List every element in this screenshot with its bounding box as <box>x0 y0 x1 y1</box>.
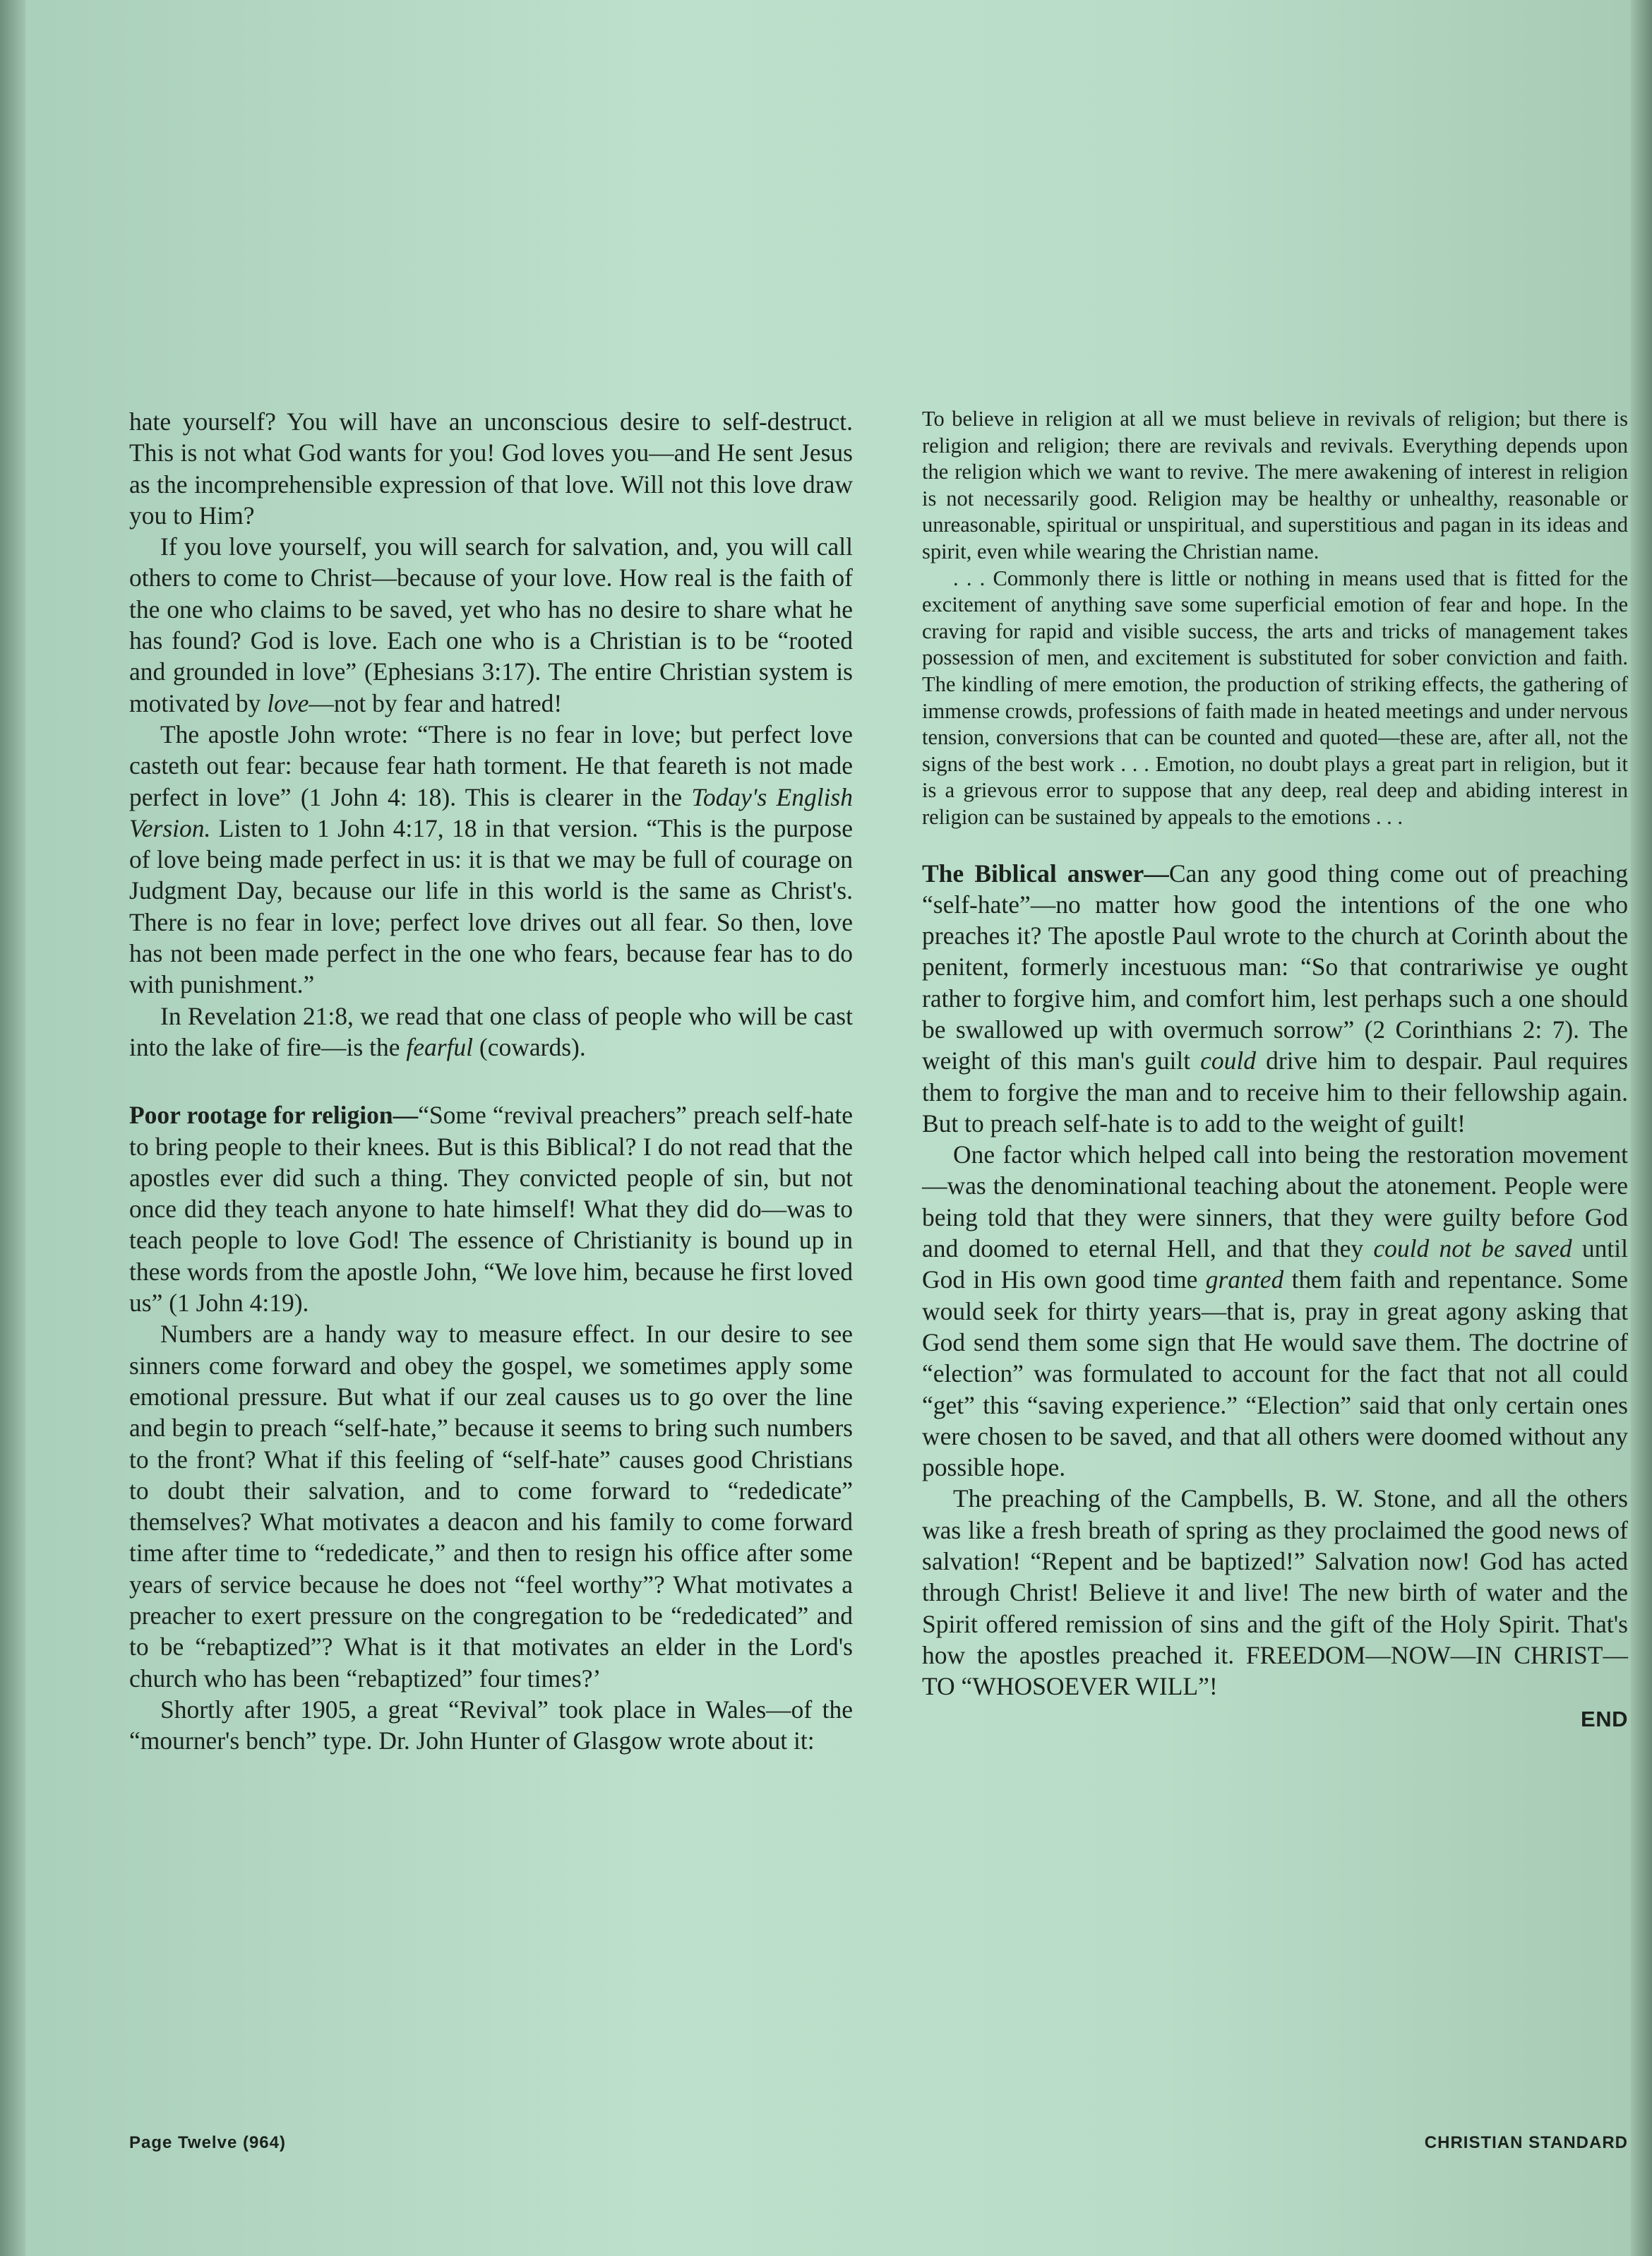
paragraph: The Biblical answer—Can any good thing come out of preaching “self-hate”—no matter how good the intentions of the one who preaches it? The apostle Paul wrote to the church at Corinth about the penitent, formerly incestuous man: “So that contrariwise ye ought rather to forgive him, and comfort him, lest perhaps such a one should be swallowed up with overmuch sorrow” (2 Corinthians 2: 7). The weight of this man's guilt could drive him to despair. Paul requires them to forgive the man and to receive him to their fellowship again. But to preach self-hate is to add to the weight of guilt! <box>922 859 1628 1138</box>
page-edge-shadow <box>1631 0 1652 2256</box>
paragraph: hate yourself? You will have an unconscious desire to self-destruct. This is not what God wants for you! God loves you—and He sent Jesus as the incomprehensible expression of that love. Will not this love draw you to Him? <box>129 407 853 530</box>
section-gap <box>922 831 1628 858</box>
paragraph: One factor which helped call into being the restoration movement—was the denominational teaching about the atonement. People were being told that they were sinners, that they were guilty before God and doomed to eternal Hell, and that they could not be saved until God in His own good time granted them faith and repentance. Some would seek for thirty years—that is, pray in great agony asking that God send them some sign that He would save them. The doctrine of “election” was formulated to account for the fact that not all could “get” this “saving experience.” “Election” said that only certain ones were chosen to be saved, and that all others were doomed without any possible hope. <box>922 1140 1628 1482</box>
section-heading: Poor rootage for religion— <box>129 1101 419 1130</box>
paragraph: The apostle John wrote: “There is no fear in love; but perfect love casteth out fear: because fear hath torment. He that feareth is not made perfect in love” (1 John 4: 18). This is clearer in the Today's English Version. Listen to 1 John 4:17, 18 in that version. “This is the purpose of love being made perfect in us: it is that we may be full of courage on Judgment Day, because our life in this world is the same as Christ's. There is no fear in love; perfect love drives out all fear. So then, love has not been made perfect in the one who fears, because fear has to do with punishment.” <box>129 720 854 999</box>
end-mark: END <box>1581 1706 1628 1731</box>
binding-shadow <box>0 0 25 2256</box>
section-gap <box>129 1063 853 1099</box>
section-heading: The Biblical answer— <box>922 859 1169 888</box>
paragraph: If you love yourself, you will search for salvation, and, you will call others to come to Christ—because of your love. How real is the faith of the one who claims to be saved, yet who has no desire to share what he has found? God is love. Each one who is a Christian is to be “rooted and grounded in love” (Ephesians 3:17). The entire Christian system is motivated by love—not by fear and hatred! <box>129 532 853 717</box>
block-quote <box>922 406 1628 831</box>
paragraph: In Revelation 21:8, we read that one class of people who will be cast into the lake of fire—is the fearful (cowards). <box>129 1001 853 1061</box>
quote-paragraph: To believe in religion at all we must believe in revivals of religion; but there is religion and religion; there are revivals and revivals. Everything depends upon the religion which we want to revive. The mere awakening of interest in religion is not necessarily good. Religion may be healthy or unhealthy, reasonable or unreasonable, spiritual or unspiritual, and superstitious and pagan in its ideas and spirit, even while wearing the Christian name. <box>922 407 1628 563</box>
publication-name: CHRISTIAN STANDARD <box>1424 2133 1628 2152</box>
page-number: Page Twelve (964) <box>129 2133 286 2152</box>
quote-paragraph: . . . Commonly there is little or nothing in means used that is fitted for the excitement of anything save some superficial emotion of fear and hope. In the craving for rapid and visible success, the arts and tricks of management takes possession of men, and excitement is substituted for sober conviction and faith. The kindling of mere emotion, the production of striking effects, the gathering of immense crowds, professions of faith made in heated meetings and under nervous tension, conversions that can be counted and quoted—these are, after all, not the signs of the best work . . . Emotion, no doubt plays a great part in religion, but it is a grievous error to suppose that any deep, real deep and abiding interest in religion can be sustained by appeals to the emotions . . . <box>922 566 1628 829</box>
paragraph: The preaching of the Campbells, B. W. Stone, and all the others was like a fresh breath of spring as they proclaimed the good news of salvation! “Repent and be baptized!” Salvation now! God has acted through Christ! Believe it and live! The new birth of water and the Spirit offered remission of sins and the gift of the Holy Spirit. That's how the apostles preached it. FREEDOM—NOW—IN CHRIST—TO “WHOSOEVER WILL”! <box>922 1484 1628 1701</box>
paragraph: Shortly after 1905, a great “Revival” took place in Wales—of the “mourner's bench” type. Dr. John Hunter of Glasgow wrote about it: <box>129 1695 853 1755</box>
paragraph: Poor rootage for religion—“Some “revival preachers” preach self-hate to bring people to their knees. But is this Biblical? I do not read that the apostles ever did such a thing. They convicted people of sin, but not once did they teach anyone to hate himself! What they did do—was to teach people to love God! The essence of Christianity is bound up in these words from the apostle John, “We love him, because he first loved us” (1 John 4:19). <box>129 1101 853 1318</box>
right-column <box>922 406 1628 1735</box>
left-column <box>129 406 853 1756</box>
paragraph: Numbers are a handy way to measure effect. In our desire to see sinners come forward and obey the gospel, we sometimes apply some emotional pressure. But what if our zeal causes us to go over the line and begin to preach “self-hate,” because it seems to bring such numbers to the front? What if this feeling of “self-hate” causes good Christians to doubt their salvation, and to come forward to “rededicate” themselves? What motivates a deacon and his family to come forward time after time to “rededicate,” and then to resign his office after some years of service because he does not “feel worthy”? What motivates a preacher to exert pressure on the congregation to be “rededicated” and to be “rebaptized”? What is it that motivates an elder in the Lord's church who has been “rebaptized” four times?’ <box>129 1320 853 1693</box>
